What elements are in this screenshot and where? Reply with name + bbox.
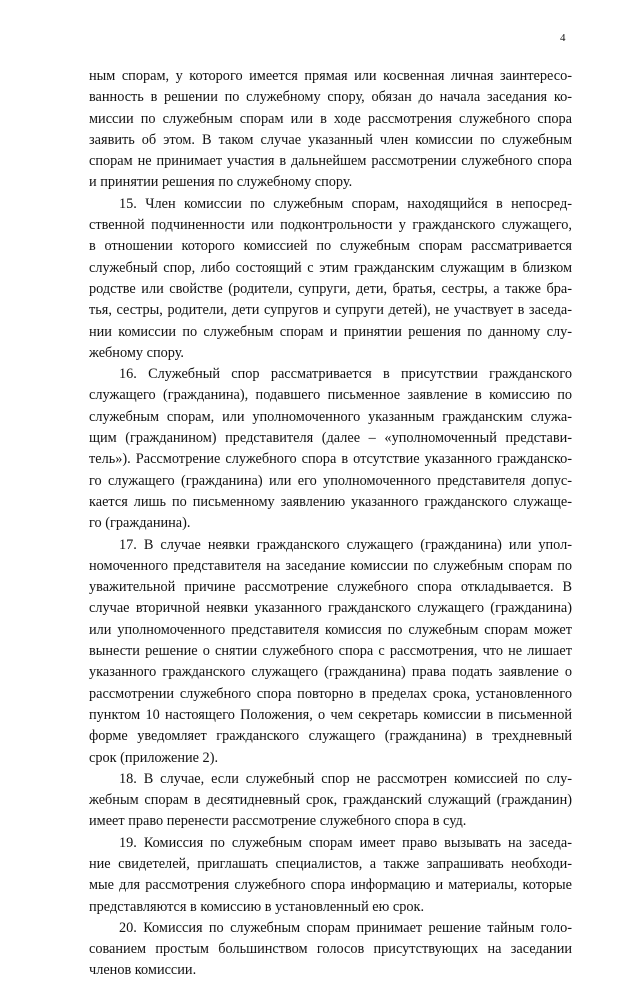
text-line: спорам не принимает участия в дальнейшем рассмотрении служебного спора [89, 153, 572, 170]
text-line: тья, сестры, родители, дети супругов и супруги детей), не участвует в заседа- [89, 302, 572, 319]
text-line: случае вторичной неявки указанного гражданского служащего (гражданина) [89, 600, 572, 617]
page-number: 4 [560, 32, 566, 44]
text-line: родстве или свойстве (родители, супруги, дети, братья, сестры, а также бра- [89, 280, 572, 297]
text-line: ственной подчиненности или подконтрольности у гражданского служащего, [89, 217, 572, 234]
text-line: жебным спорам в десятидневный срок, гражданский служащий (гражданин) [89, 792, 572, 809]
text-line: членов комиссии. [89, 962, 197, 979]
text-line: го служащего (гражданина) или его уполномоченного представителя допус- [89, 472, 572, 489]
text-line: в отношении которого комиссией по служебным спорам рассматривается [89, 238, 572, 255]
text-line: 18. В случае, если служебный спор не рассмотрен комиссией по слу- [119, 770, 572, 787]
text-line: 16. Служебный спор рассматривается в присутствии гражданского [119, 366, 572, 383]
text-line: 15. Член комиссии по служебным спорам, находящийся в непосред- [119, 195, 572, 212]
text-line: указанного гражданского служащего (гражданина) права подать заявление о [89, 664, 572, 681]
text-line: жебному спору. [89, 344, 185, 361]
text-line: мые для рассмотрения служебного спора информацию и материалы, которые [89, 877, 572, 894]
text-line: форме уведомляет гражданского служащего (гражданина) в трехдневный [89, 728, 572, 745]
text-line: или уполномоченного представителя комиссия по служебным спорам может [89, 621, 572, 638]
text-line: служебным спорам, или уполномоченного указанным гражданским служа- [89, 408, 572, 425]
text-line: кается лишь по письменному заявлению указанного гражданского служаще- [89, 493, 572, 510]
text-line: рассмотрении служебного спора повторно в пределах срока, установленного [89, 685, 572, 702]
text-line: го (гражданина). [89, 515, 191, 532]
text-line: 19. Комиссия по служебным спорам имеет право вызывать на заседа- [119, 834, 572, 851]
text-line: щим (гражданином) представителя (далее – «уполномоченный представи- [89, 430, 572, 447]
text-line: уважительной причине рассмотрение служебного спора откладывается. В [89, 579, 572, 596]
text-line: ние свидетелей, приглашать специалистов, а также запрашивать необходи- [89, 855, 572, 872]
text-line: служащего (гражданина), подавшего письменное заявление в комиссию по [89, 387, 572, 404]
document-body [89, 66, 572, 982]
text-line: вынести решение о снятии служебного спора с рассмотрения, что не лишает [89, 643, 572, 660]
text-line: миссии по служебным спорам или в ходе рассмотрения служебного спора [89, 110, 572, 127]
text-line: нии комиссии по служебным спорам и принятии решения по данному слу- [89, 323, 572, 340]
text-line: 20. Комиссия по служебным спорам принимает решение тайным голо- [119, 919, 572, 936]
text-line: сованием простым большинством голосов присутствующих на заседании [89, 941, 572, 958]
text-line: пунктом 10 настоящего Положения, о чем секретарь комиссии в письменной [89, 706, 572, 723]
text-line: срок (приложение 2). [89, 749, 219, 766]
text-line: ным спорам, у которого имеется прямая или косвенная личная заинтересо- [89, 68, 572, 84]
text-line: служебный спор, либо состоящий с этим гражданским служащим в близком [89, 259, 572, 276]
text-line: тель»). Рассмотрение служебного спора в отсутствие указанного гражданско- [89, 451, 572, 468]
text-line: и принятии решения по служебному спору. [89, 174, 353, 191]
text-line: 17. В случае неявки гражданского служащего (гражданина) или упол- [119, 536, 572, 553]
text-line: заявить об этом. В таком случае указанный член комиссии по служебным [89, 131, 572, 148]
text-line: номоченного представителя на заседание комиссии по служебным спорам по [89, 557, 572, 574]
text-line: представляются в комиссию в установленный ею срок. [89, 898, 425, 915]
text-line: ванность в решении по служебному спору, обязан до начала заседания ко- [89, 89, 572, 106]
text-line: имеет право перенести рассмотрение служебного спора в суд. [89, 813, 467, 830]
